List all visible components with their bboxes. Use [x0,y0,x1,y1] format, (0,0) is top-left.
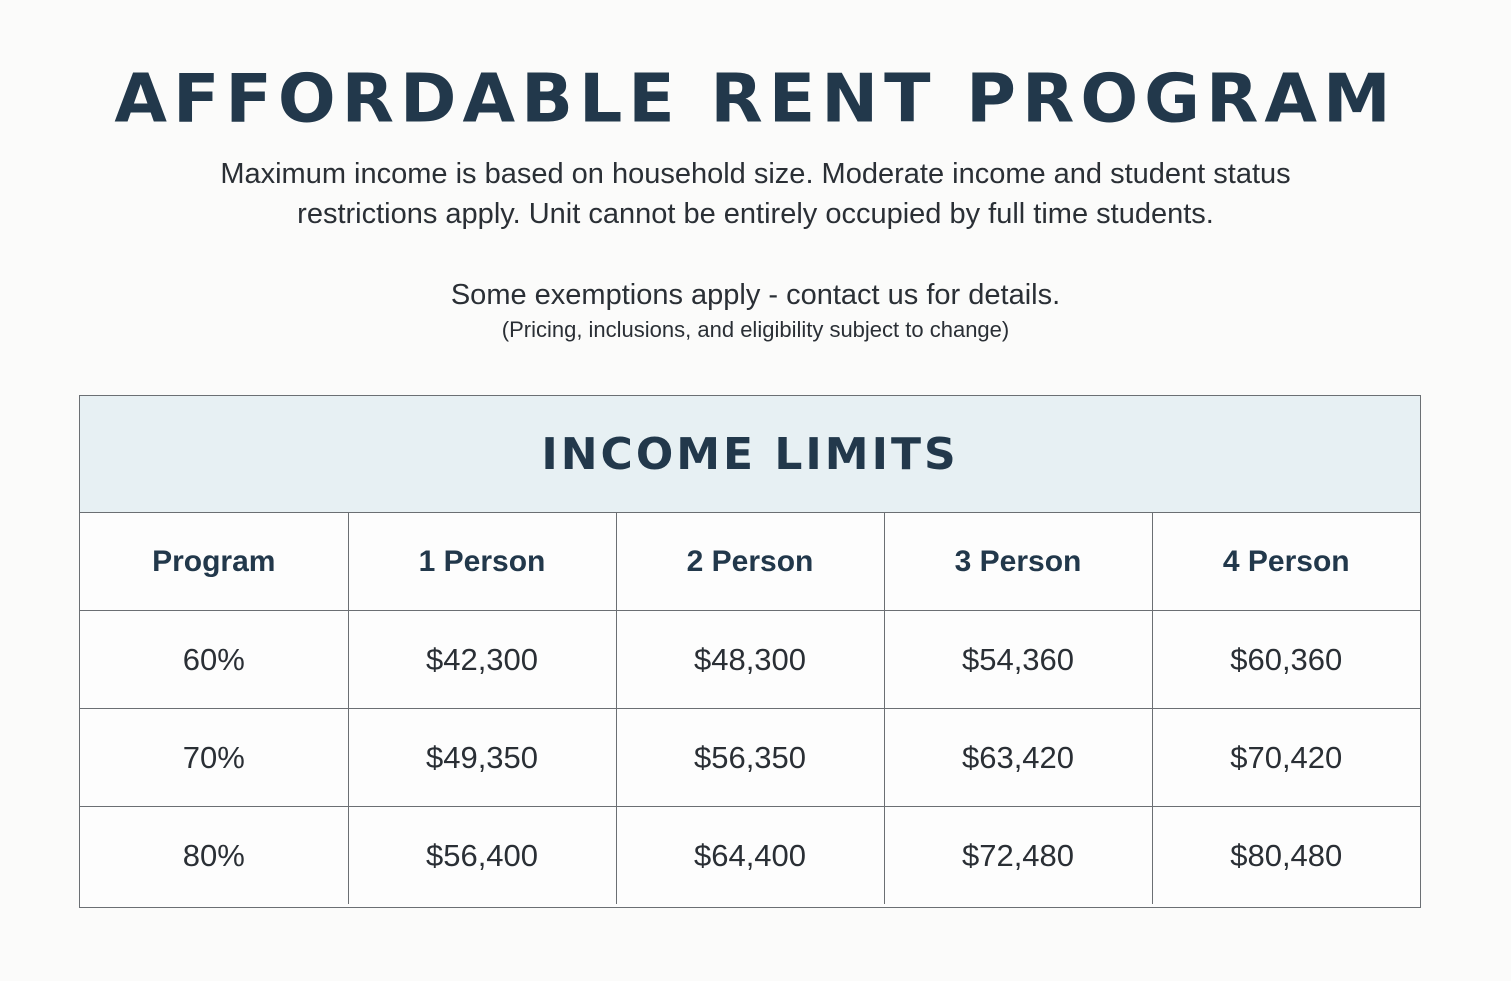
description-line-1: Maximum income is based on household size. Moderate income and student status [220,158,1291,190]
income-cell: $64,400 [616,807,884,905]
column-header-1-person: 1 Person [348,513,616,611]
income-limits-table [79,395,1421,908]
income-cell: $80,480 [1152,807,1420,905]
income-cell: $49,350 [348,709,616,807]
income-cell: $72,480 [884,807,1152,905]
table-title: INCOME LIMITS [80,396,1420,513]
income-cell: $56,400 [348,807,616,905]
income-cell: $42,300 [348,611,616,709]
income-cell: $63,420 [884,709,1152,807]
table-row [80,611,1420,709]
program-cell: 70% [80,709,348,807]
fineprint-note: (Pricing, inclusions, and eligibility subject to change) [501,317,1010,342]
income-cell: $56,350 [616,709,884,807]
table-row [80,709,1420,807]
income-limits-grid [80,513,1420,904]
exemptions-note: Some exemptions apply - contact us for details. [450,279,1061,311]
table-header-row [80,513,1420,611]
program-cell: 60% [80,611,348,709]
program-cell: 80% [80,807,348,905]
description-line-2: restrictions apply. Unit cannot be entirely occupied by full time students. [297,198,1214,230]
income-description [0,154,1511,234]
column-header-4-person: 4 Person [1152,513,1420,611]
column-header-program: Program [80,513,348,611]
income-cell: $70,420 [1152,709,1420,807]
column-header-3-person: 3 Person [884,513,1152,611]
income-cell: $54,360 [884,611,1152,709]
income-cell: $60,360 [1152,611,1420,709]
table-row [80,807,1420,905]
page-title: AFFORDABLE RENT PROGRAM [114,60,1397,139]
column-header-2-person: 2 Person [616,513,884,611]
income-cell: $48,300 [616,611,884,709]
